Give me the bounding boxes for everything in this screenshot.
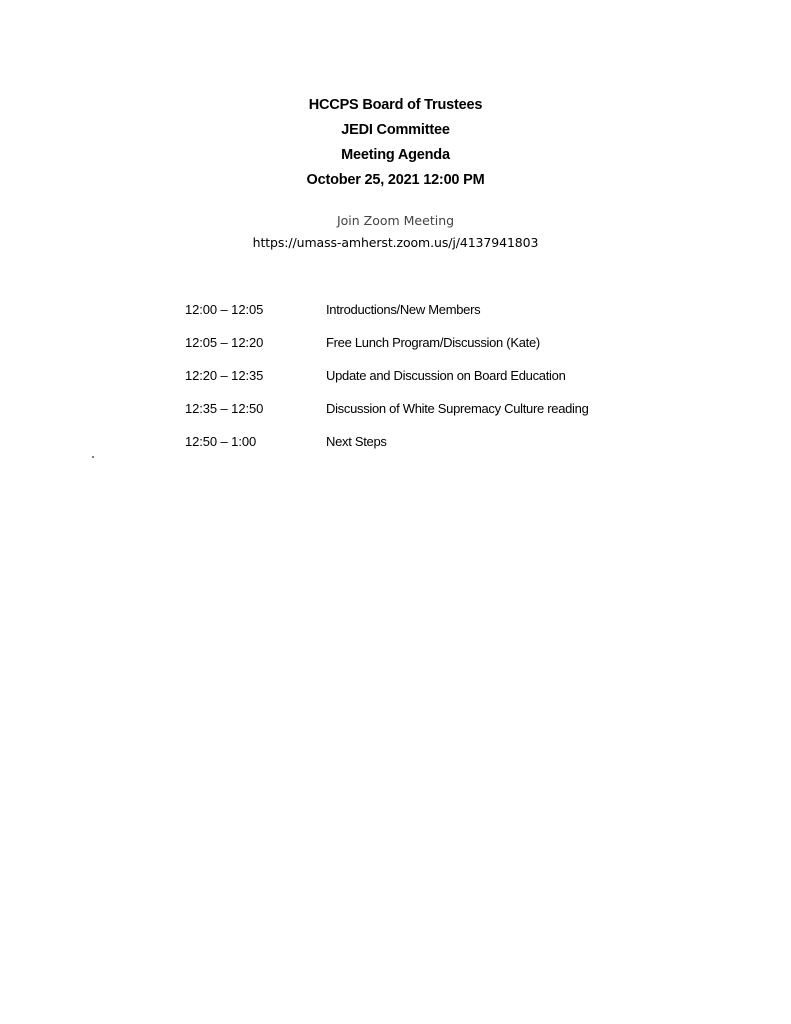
agenda-row bbox=[185, 293, 705, 326]
meeting-datetime: October 25, 2021 12:00 PM bbox=[306, 172, 485, 188]
agenda-item: Update and Discussion on Board Education bbox=[326, 368, 566, 383]
agenda-header bbox=[0, 93, 791, 193]
agenda-item: Discussion of White Supremacy Culture reading bbox=[326, 401, 589, 416]
agenda-time: 12:00 – 12:05 bbox=[185, 302, 264, 317]
agenda-row bbox=[185, 425, 705, 458]
agenda-time: 12:50 – 1:00 bbox=[185, 434, 257, 449]
agenda-time: 12:35 – 12:50 bbox=[185, 401, 264, 416]
document-title: Meeting Agenda bbox=[341, 147, 450, 163]
agenda-item: Next Steps bbox=[326, 434, 387, 449]
zoom-info bbox=[0, 210, 791, 254]
agenda-item: Introductions/New Members bbox=[326, 302, 481, 317]
agenda-row bbox=[185, 359, 705, 392]
committee-title: JEDI Committee bbox=[341, 122, 450, 138]
zoom-link[interactable]: https://umass-amherst.zoom.us/j/4137941803 bbox=[252, 235, 539, 250]
agenda-row bbox=[185, 326, 705, 359]
scan-speck bbox=[92, 456, 94, 458]
board-title: HCCPS Board of Trustees bbox=[308, 97, 483, 113]
agenda-time: 12:05 – 12:20 bbox=[185, 335, 264, 350]
zoom-heading: Join Zoom Meeting bbox=[336, 213, 455, 228]
agenda-item: Free Lunch Program/Discussion (Kate) bbox=[326, 335, 540, 350]
agenda-time: 12:20 – 12:35 bbox=[185, 368, 264, 383]
agenda-row bbox=[185, 392, 705, 425]
agenda-list bbox=[185, 293, 705, 458]
